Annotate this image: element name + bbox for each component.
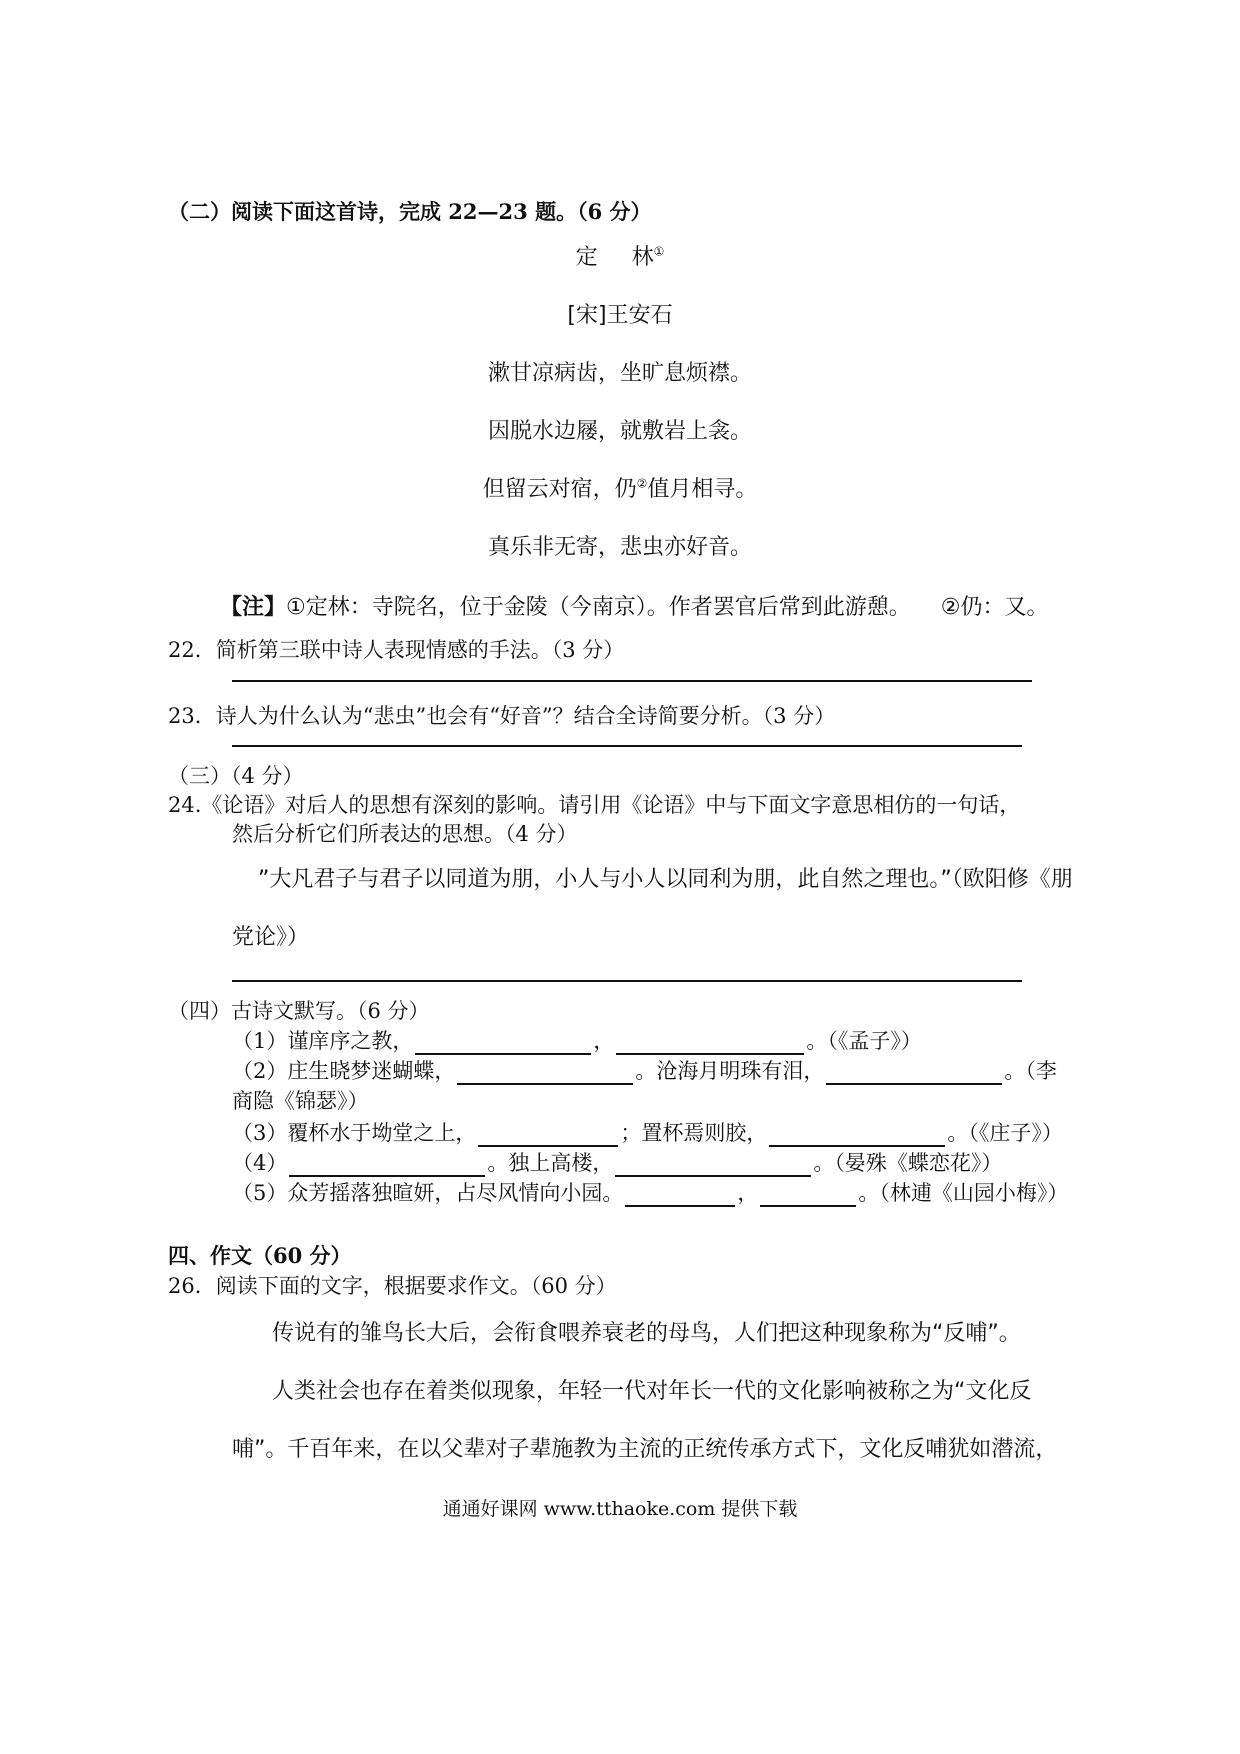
question-22: 22．简析第三联中诗人表现情感的手法。（3 分） bbox=[168, 638, 625, 662]
poem-line-3-part-2: 值月相寻。 bbox=[647, 477, 758, 502]
recitation-item-2 bbox=[232, 1055, 1057, 1085]
question-24-line-1: 24.《论语》对后人的思想有深刻的影响。请引用《论语》中与下面文字意思相仿的一句话， bbox=[168, 793, 1021, 817]
item-2-middle: 。沧海月明珠有泪， bbox=[635, 1059, 825, 1083]
essay-paragraph-1: 传说有的雏鸟长大后，会衔食喂养衰老的母鸟，人们把这种现象称为“反哺”。 bbox=[272, 1321, 1021, 1346]
quote-line-2: 党论》） bbox=[232, 925, 310, 950]
essay-paragraph-2-line-2: 哺”。千百年来，在以父辈对子辈施教为主流的正统传承方式下，文化反哺犹如潜流， bbox=[232, 1437, 1058, 1462]
blank-2a[interactable] bbox=[457, 1063, 633, 1085]
poem-author: [宋]王安石 bbox=[567, 303, 673, 328]
note-2: ②仍：又。 bbox=[940, 595, 1049, 620]
poem-line-4: 真乐非无寄，悲虫亦好音。 bbox=[487, 535, 752, 560]
quote-line-1: ”大凡君子与君子以同道为朋，小人与小人以同利为朋，此自然之理也。”（欧阳修《朋 bbox=[258, 867, 1073, 892]
item-4-middle: 。独上高楼， bbox=[487, 1151, 614, 1175]
item-2-source-cont: 商隐《锦瑟》） bbox=[232, 1089, 369, 1113]
poem-line-1: 漱甘凉病齿，坐旷息烦襟。 bbox=[487, 361, 752, 386]
poem-title-footnote-mark: ① bbox=[653, 244, 665, 259]
answer-line-24[interactable] bbox=[232, 980, 1022, 982]
item-3-prompt: （3）覆杯水于坳堂之上， bbox=[232, 1121, 477, 1145]
section-4-header: （四）古诗文默写。（6 分） bbox=[168, 999, 430, 1023]
blank-1b[interactable] bbox=[616, 1033, 804, 1055]
note-1: ①定林：寺院名，位于金陵（今南京）。作者罢官后常到此游憩。 bbox=[286, 595, 911, 620]
question-26: 26．阅读下面的文字，根据要求作文。（60 分） bbox=[168, 1274, 617, 1298]
item-2-source: 。（李 bbox=[1004, 1059, 1057, 1083]
blank-3a[interactable] bbox=[478, 1125, 618, 1147]
poem-line-3 bbox=[0, 472, 1240, 503]
essay-header: 四、作文（60 分） bbox=[168, 1243, 352, 1268]
poem-line-3-footnote-mark: ② bbox=[636, 476, 648, 491]
item-2-prompt: （2）庄生晓梦迷蝴蝶， bbox=[232, 1059, 456, 1083]
item-1-prompt: （1）谨庠序之教， bbox=[232, 1029, 414, 1053]
blank-2b[interactable] bbox=[826, 1063, 1002, 1085]
item-5-prompt: （5）众芳摇落独暄妍，占尽风情向小园。 bbox=[232, 1181, 624, 1205]
essay-paragraph-2-line-1: 人类社会也存在着类似现象，年轻一代对年长一代的文化影响被称之为“文化反 bbox=[272, 1379, 1032, 1404]
poem-notes bbox=[220, 590, 1048, 621]
recitation-item-4 bbox=[232, 1147, 1002, 1177]
question-24-line-2: 然后分析它们所表达的思想。（4 分） bbox=[232, 822, 578, 846]
blank-3b[interactable] bbox=[769, 1125, 945, 1147]
item-4-source: 。（晏殊《蝶恋花》） bbox=[813, 1151, 1003, 1175]
item-3-source: 。（《庄子》） bbox=[947, 1121, 1063, 1145]
blank-5a[interactable] bbox=[625, 1185, 735, 1207]
recitation-item-5 bbox=[232, 1177, 1068, 1207]
page-footer: 通通好课网 www.tthaoke.com 提供下载 bbox=[442, 1498, 798, 1520]
item-5-source: 。（林逋《山园小梅》） bbox=[858, 1181, 1069, 1205]
item-1-comma: ， bbox=[593, 1029, 615, 1053]
poem-title-char-1: 定 bbox=[575, 245, 598, 270]
poem-title bbox=[0, 240, 1240, 271]
answer-line-23[interactable] bbox=[232, 745, 1022, 747]
poem-line-2: 因脱水边屦，就敷岩上衾。 bbox=[487, 419, 752, 444]
item-3-middle: ；置杯焉则胶， bbox=[620, 1121, 768, 1145]
blank-4a[interactable] bbox=[289, 1155, 485, 1177]
item-4-number: （4） bbox=[232, 1151, 288, 1175]
question-23: 23．诗人为什么认为“悲虫”也会有“好音”？结合全诗简要分析。（3 分） bbox=[168, 704, 836, 728]
item-5-comma: ， bbox=[737, 1181, 759, 1205]
recitation-item-1 bbox=[232, 1025, 922, 1055]
section-2-header: （二）阅读下面这首诗，完成 22—23 题。（6 分） bbox=[168, 199, 652, 224]
section-3-header: （三）（4 分） bbox=[168, 764, 304, 788]
poem-line-3-part-1: 但留云对宿，仍 bbox=[482, 477, 637, 502]
blank-1a[interactable] bbox=[415, 1033, 591, 1055]
answer-line-22[interactable] bbox=[232, 680, 1032, 682]
recitation-item-3 bbox=[232, 1117, 1063, 1147]
notes-label: 【注】 bbox=[220, 595, 287, 620]
blank-4b[interactable] bbox=[615, 1155, 811, 1177]
poem-title-char-2: 林 bbox=[631, 245, 654, 270]
blank-5b[interactable] bbox=[760, 1185, 856, 1207]
item-1-source: 。（《孟子》） bbox=[806, 1029, 922, 1053]
